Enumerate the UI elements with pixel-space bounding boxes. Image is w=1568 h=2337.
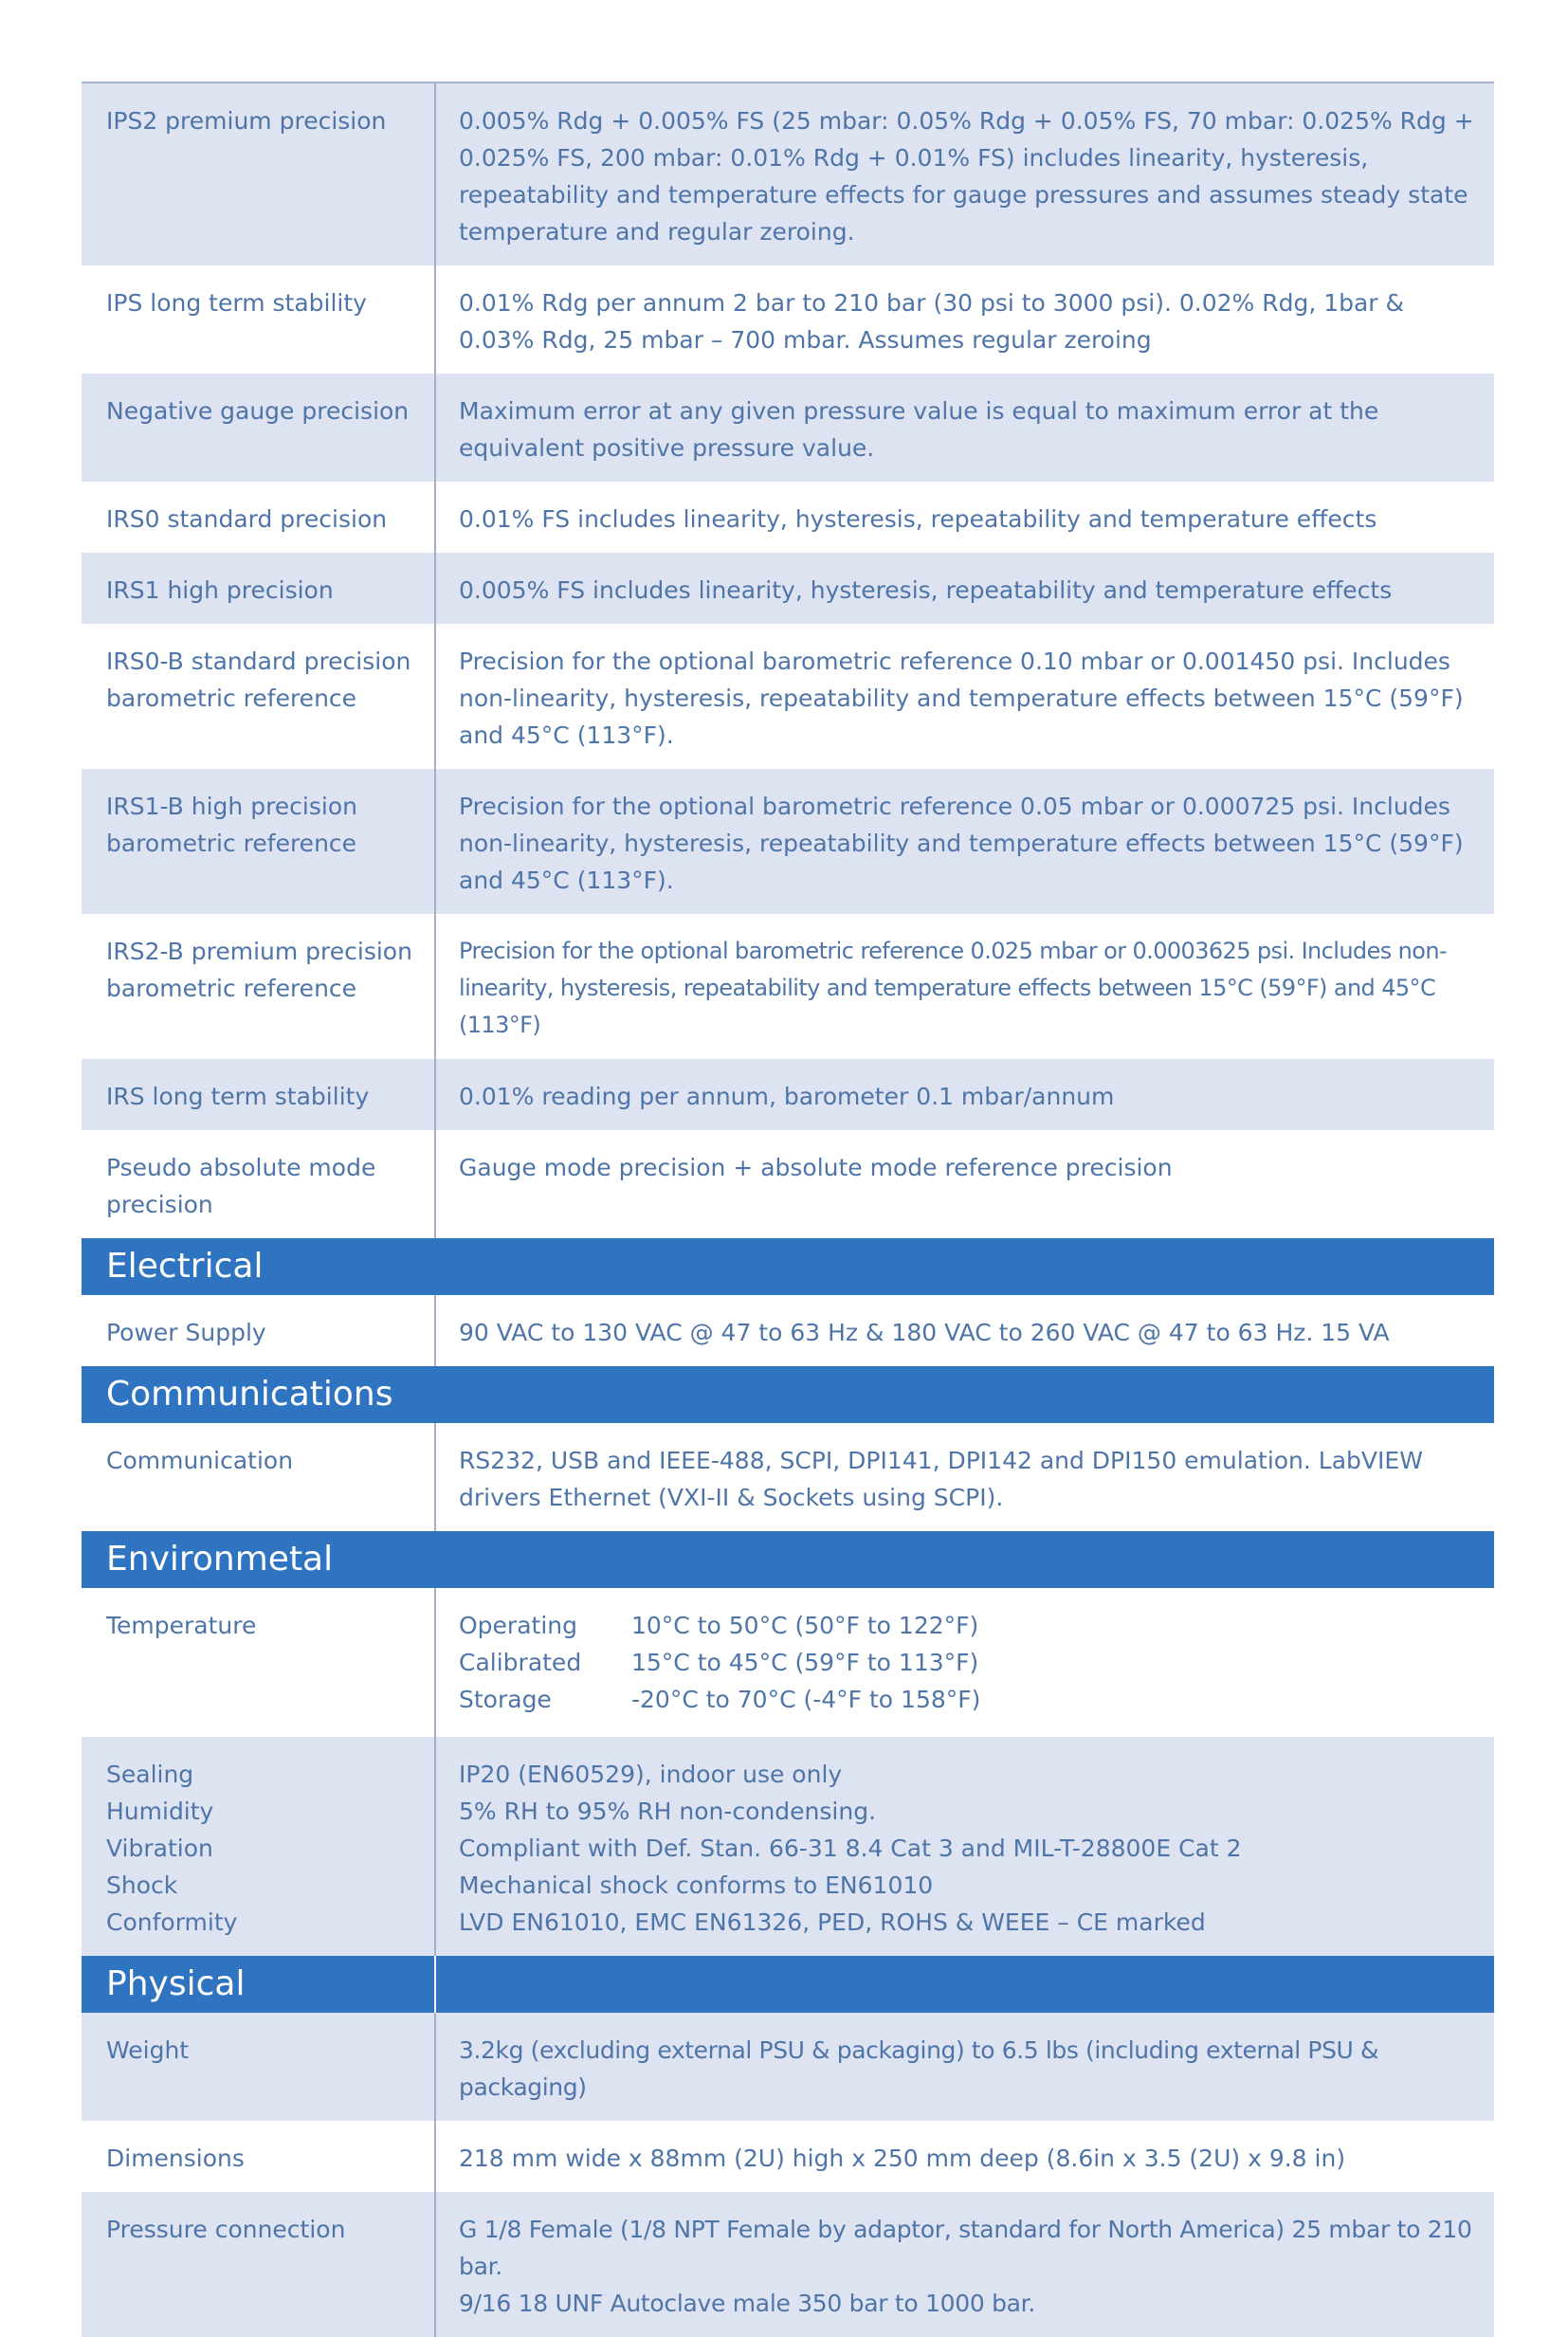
spec-label: IRS1-B high precision barometric reference (82, 769, 436, 914)
spec-label: Pseudo absolute mode precision (82, 1130, 436, 1238)
spec-value: 0.005% Rdg + 0.005% FS (25 mbar: 0.05% Rdg + 0.05% FS, 70 mbar: 0.025% Rdg + 0.025% FS, 200 mbar: 0.01% Rdg + 0.01% FS) includes linearity, hysteresis, repeatability and temperature effects for gauge pressures and assumes steady state temperature and regular zeroing. (459, 107, 1474, 246)
spec-row-weight (82, 2013, 1494, 2121)
temp-range: -20°C to 70°C (-4°F to 158°F) (631, 1686, 981, 1713)
sealing-label: Sealing (106, 1761, 194, 1788)
conformity-value: LVD EN61010, EMC EN61326, PED, ROHS & WEEE – CE marked (459, 1908, 1206, 1936)
spec-value: Precision for the optional barometric reference 0.10 mbar or 0.001450 psi. Includes non-linearity, hysteresis, repeatability and temperature effects between 15°C (59°F) and 45°C (113°F). (459, 648, 1464, 749)
section-title: Electrical (106, 1247, 264, 1286)
sealing-value: IP20 (EN60529), indoor use only (459, 1761, 843, 1788)
spec-row-temperature (82, 1588, 1494, 1737)
spec-label: IRS long term stability (82, 1059, 436, 1130)
section-title: Physical (82, 1956, 436, 2013)
section-title: Communications (106, 1375, 393, 1414)
spec-sheet (82, 82, 1494, 2337)
temp-name: Calibrated (459, 1649, 582, 1676)
spec-row-negative-gauge (82, 374, 1494, 482)
conformity-label: Conformity (106, 1908, 238, 1936)
spec-value: 0.01% reading per annum, barometer 0.1 mbar/annum (459, 1083, 1115, 1110)
spec-value: Precision for the optional barometric reference 0.05 mbar or 0.000725 psi. Includes non-linearity, hysteresis, repeatability and temperature effects between 15°C (59°F) and 45°C (113°F). (459, 793, 1464, 894)
humidity-value: 5% RH to 95% RH non-condensing. (459, 1798, 877, 1825)
spec-value (436, 2192, 1494, 2337)
temp-name: Operating (459, 1612, 577, 1639)
spec-label: Communication (82, 1423, 436, 1531)
spec-row-ips2 (82, 83, 1494, 265)
spec-label: IPS long term stability (82, 265, 436, 374)
spec-row-irs2-b (82, 914, 1494, 1059)
spec-value-group (436, 1737, 1494, 1956)
spec-label: IRS1 high precision (82, 553, 436, 624)
spec-value (436, 1588, 1494, 1737)
spec-row-communication (82, 1423, 1494, 1531)
spec-label: Negative gauge precision (82, 374, 436, 482)
humidity-label: Humidity (106, 1798, 214, 1825)
vibration-label: Vibration (106, 1835, 213, 1862)
spec-row-irs0-b (82, 624, 1494, 769)
spec-value: 3.2kg (excluding external PSU & packaging) to 6.5 lbs (including external PSU & packaging) (459, 2036, 1379, 2101)
spec-value: RS232, USB and IEEE-488, SCPI, DPI141, DPI142 and DPI150 emulation. LabVIEW drivers Ethernet (VXI-II & Sockets using SCPI). (459, 1447, 1423, 1511)
spec-row-pressure-connection (82, 2192, 1494, 2337)
spec-row-environment-misc (82, 1737, 1494, 1956)
spec-label: IRS0 standard precision (82, 482, 436, 553)
spec-row-irs1 (82, 553, 1494, 624)
spec-value: 218 mm wide x 88mm (2U) high x 250 mm deep (8.6in x 3.5 (2U) x 9.8 in) (459, 2145, 1346, 2172)
spec-label: Power Supply (82, 1295, 436, 1366)
temp-range: 15°C to 45°C (59°F to 113°F) (631, 1649, 979, 1676)
spec-label: IRS2-B premium precision barometric reference (82, 914, 436, 1059)
pressure-line-1: G 1/8 Female (1/8 NPT Female by adaptor, standard for North America) 25 mbar to 210 bar. (459, 2216, 1472, 2280)
spec-label: IPS2 premium precision (82, 83, 436, 265)
section-header-fill (436, 1956, 1494, 2013)
vibration-value: Compliant with Def. Stan. 66-31 8.4 Cat 3 and MIL-T-28800E Cat 2 (459, 1835, 1242, 1862)
temp-range: 10°C to 50°C (50°F to 122°F) (631, 1612, 979, 1639)
section-header-physical (82, 1956, 1494, 2013)
spec-value: Maximum error at any given pressure value is equal to maximum error at the equivalent positive pressure value. (459, 397, 1379, 462)
spec-label-group (82, 1737, 436, 1956)
spec-value: 0.01% Rdg per annum 2 bar to 210 bar (30 psi to 3000 psi). 0.02% Rdg, 1bar & 0.03% Rdg, 25 mbar – 700 mbar. Assumes regular zeroing (459, 289, 1405, 354)
spec-row-pseudo-absolute (82, 1130, 1494, 1238)
spec-row-dimensions (82, 2121, 1494, 2192)
spec-row-irs0 (82, 482, 1494, 553)
temperature-grid (459, 1607, 1481, 1718)
spec-label: Weight (82, 2013, 436, 2121)
shock-value: Mechanical shock conforms to EN61010 (459, 1871, 934, 1899)
spec-row-irs-stability (82, 1059, 1494, 1130)
section-header-electrical (82, 1238, 1494, 1295)
spec-label: IRS0-B standard precision barometric reference (82, 624, 436, 769)
spec-label: Dimensions (82, 2121, 436, 2192)
spec-label: Temperature (82, 1588, 436, 1737)
spec-label: Pressure connection (82, 2192, 436, 2337)
temp-name: Storage (459, 1686, 552, 1713)
shock-label: Shock (106, 1871, 178, 1899)
spec-row-irs1-b (82, 769, 1494, 914)
section-header-communications (82, 1366, 1494, 1423)
spec-row-power-supply (82, 1295, 1494, 1366)
section-title: Environmetal (106, 1540, 334, 1579)
section-header-environmental (82, 1531, 1494, 1588)
spec-value: 0.005% FS includes linearity, hysteresis, repeatability and temperature effects (459, 576, 1393, 604)
spec-value: 90 VAC to 130 VAC @ 47 to 63 Hz & 180 VAC to 260 VAC @ 47 to 63 Hz. 15 VA (459, 1319, 1390, 1346)
spec-value: 0.01% FS includes linearity, hysteresis, repeatability and temperature effects (459, 505, 1377, 533)
spec-row-ips-stability (82, 265, 1494, 374)
spec-value: Precision for the optional barometric reference 0.025 mbar or 0.0003625 psi. Includes non-linearity, hysteresis, repeatability and temperature effects between 15°C (59°F) and 45°C (113°F) (459, 938, 1448, 1038)
spec-value: Gauge mode precision + absolute mode reference precision (459, 1154, 1173, 1181)
pressure-line-2: 9/16 18 UNF Autoclave male 350 bar to 1000 bar. (459, 2290, 1036, 2317)
